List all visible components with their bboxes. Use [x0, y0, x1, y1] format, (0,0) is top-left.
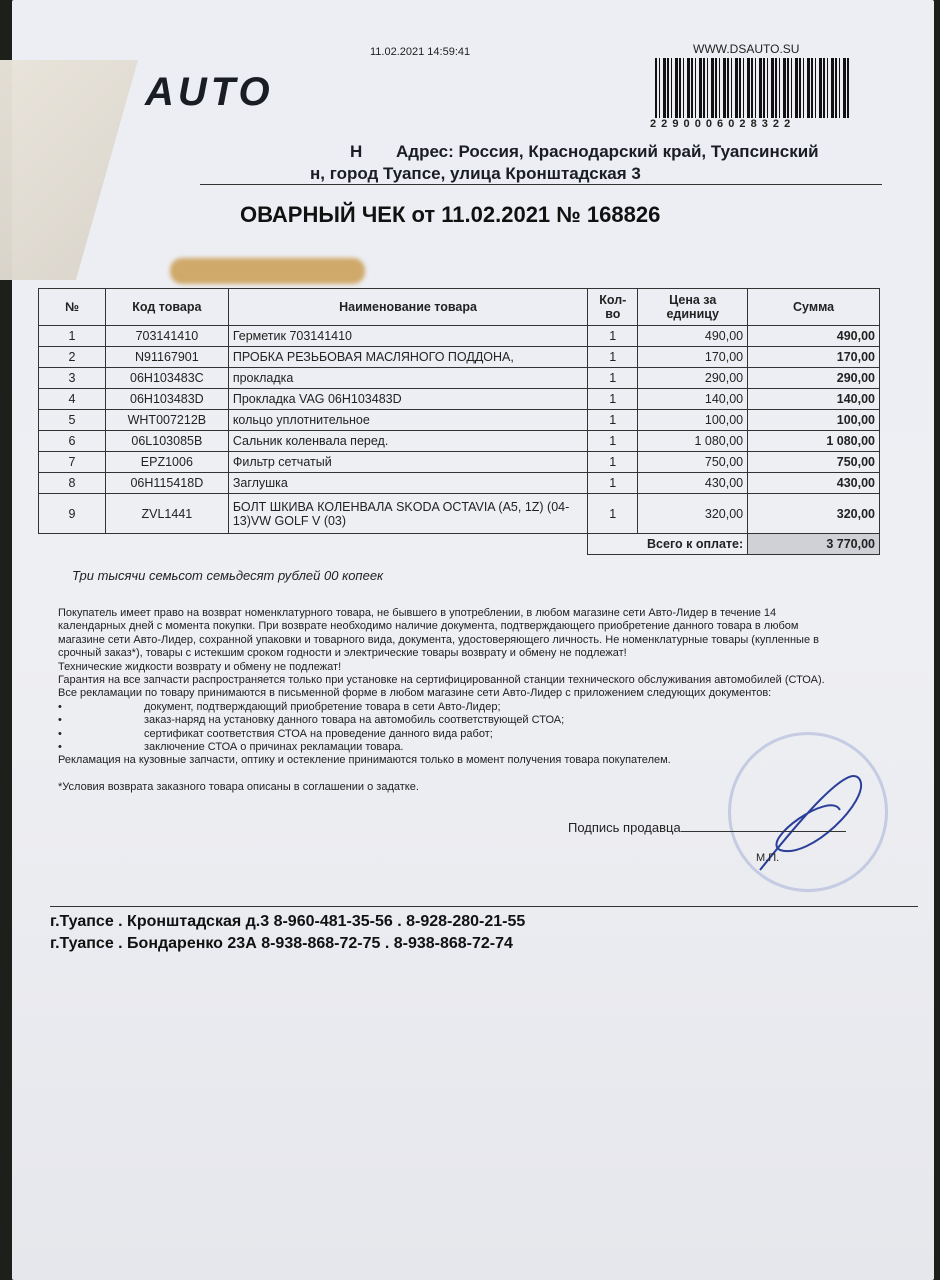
table-row	[39, 473, 880, 494]
table-cell: N91167901	[105, 347, 228, 368]
bullet-text: заключение СТОА о причинах рекламации товара.	[144, 741, 404, 754]
table-cell: 170,00	[638, 347, 748, 368]
table-cell: 06H115418D	[105, 473, 228, 494]
header-divider	[200, 184, 882, 185]
table-cell: 8	[39, 473, 106, 494]
table-cell: 140,00	[638, 389, 748, 410]
table-row	[39, 389, 880, 410]
total-value: 3 770,00	[748, 534, 880, 555]
terms-return: Покупатель имеет право на возврат номенклатурного товара, не бывшего в употреблении, в любом магазине сети Авто-Лидер в течение 14 календарных дней с момента покупки. При возврате необходимо наличие документа, подтверждающего приобретение данного товара в любом магазине сети Авто-Лидер, сохранной упаковки и товарного вида, документа, удостоверяющего личность. Не номенклатурные товары (купленные в срочный заказ*), товары с истекшим сроком годности и электрические товары возврату и обмену не подлежат!	[58, 607, 819, 660]
footer-line-1: г.Туапсе . Кронштадская д.3 8-960-481-35-56 . 8-928-280-21-55	[50, 913, 526, 930]
table-cell: 170,00	[748, 347, 880, 368]
terms-bullet: • сертификат соответствия СТОА на проведение данного вида работ;	[58, 727, 493, 740]
items-table	[38, 288, 880, 555]
table-row	[39, 452, 880, 473]
table-cell: 490,00	[748, 326, 880, 347]
terms-bullet: • заказ-наряд на установку данного товара на автомобиль соответствующей СТОА;	[58, 714, 565, 727]
stamp-label: М.П.	[756, 852, 780, 864]
table-cell: прокладка	[228, 368, 587, 389]
table-cell: 1	[588, 347, 638, 368]
table-cell: 320,00	[748, 494, 880, 534]
column-header: Код товара	[105, 289, 228, 326]
table-cell: 703141410	[105, 326, 228, 347]
table-row	[39, 326, 880, 347]
table-row	[39, 347, 880, 368]
table-cell: 1 080,00	[638, 431, 748, 452]
table-cell: 7	[39, 452, 106, 473]
bullet-text: заказ-наряд на установку данного товара на автомобиль соответствующей СТОА;	[144, 714, 565, 727]
receipt-title: ОВАРНЫЙ ЧЕК от 11.02.2021 № 168826	[240, 202, 661, 227]
barcode	[655, 58, 851, 118]
table-cell: 140,00	[748, 389, 880, 410]
dsauto-logo: AUTO	[145, 70, 274, 114]
table-cell: ZVL1441	[105, 494, 228, 534]
column-header: №	[39, 289, 106, 326]
table-cell: 1	[588, 494, 638, 534]
amount-in-words: Три тысячи семьсот семьдесят рублей 00 копеек	[72, 568, 384, 583]
table-cell: 100,00	[638, 410, 748, 431]
table-row	[39, 494, 880, 534]
terms-bullet: • заключение СТОА о причинах рекламации товара.	[58, 741, 404, 754]
terms-warranty: Гарантия на все запчасти распространяется только при установке на сертифицированной станции технического обслуживания автомобилей (СТОА). Все рекламации по товару принимаются в письменной форме в любом магазине сети Авто-Лидер с приложением следующих документов:	[58, 674, 825, 700]
table-row	[39, 410, 880, 431]
table-row	[39, 368, 880, 389]
table-cell: Сальник коленвала перед.	[228, 431, 587, 452]
table-cell: 1	[588, 473, 638, 494]
table-cell: 1	[588, 431, 638, 452]
column-header: Наименование товара	[228, 289, 587, 326]
table-cell: Герметик 703141410	[228, 326, 587, 347]
table-cell: 1	[588, 368, 638, 389]
column-header: Сумма	[748, 289, 880, 326]
table-cell: EPZ1006	[105, 452, 228, 473]
column-header: Цена за единицу	[638, 289, 748, 326]
total-label: Всего к оплате:	[588, 534, 748, 555]
table-cell: 750,00	[638, 452, 748, 473]
footer-divider	[50, 906, 918, 907]
table-cell: 320,00	[638, 494, 748, 534]
table-cell: 1	[588, 389, 638, 410]
signature-label	[568, 820, 846, 835]
terms-fluids: Технические жидкости возврату и обмену не подлежат!	[58, 660, 342, 673]
table-cell: 1	[39, 326, 106, 347]
table-cell: 6	[39, 431, 106, 452]
table-cell: 430,00	[748, 473, 880, 494]
bullet-text: сертификат соответствия СТОА на проведение данного вида работ;	[144, 727, 493, 740]
receipt-datetime: 11.02.2021 14:59:41	[370, 46, 471, 58]
table-header-row	[39, 289, 880, 326]
table-cell: ПРОБКА РЕЗЬБОВАЯ МАСЛЯНОГО ПОДДОНА,	[228, 347, 587, 368]
table-cell: 06H103483D	[105, 389, 228, 410]
table-cell: 3	[39, 368, 106, 389]
address-line-1: Адрес: Россия, Краснодарский край, Туапсинский	[396, 142, 819, 161]
table-cell: кольцо уплотнительное	[228, 410, 587, 431]
table-cell: 1	[588, 410, 638, 431]
table-cell: Фильтр сетчатый	[228, 452, 587, 473]
table-cell: 750,00	[748, 452, 880, 473]
bullet-text: документ, подтверждающий приобретение товара в сети Авто-Лидер;	[144, 700, 501, 713]
table-cell: 2	[39, 347, 106, 368]
table-cell: 100,00	[748, 410, 880, 431]
table-cell: 1	[588, 326, 638, 347]
table-cell: WHT007212B	[105, 410, 228, 431]
terms-note: *Условия возврата заказного товара описаны в соглашении о задатке.	[58, 780, 419, 793]
table-cell: 5	[39, 410, 106, 431]
table-cell: 290,00	[638, 368, 748, 389]
table-cell: 4	[39, 389, 106, 410]
terms-text	[58, 607, 838, 794]
table-cell: БОЛТ ШКИВА КОЛЕНВАЛА SKODA OCTAVIA (A5, 1Z) (04-13)VW GOLF V (03)	[228, 494, 587, 534]
table-cell: 1	[588, 452, 638, 473]
website: WWW.DSAUTO.SU	[693, 42, 800, 56]
barcode-number: 2 2 9 0 0 0 6 0 2 8 3 2 2	[650, 118, 792, 130]
table-cell: 06L103085B	[105, 431, 228, 452]
footer-line-2: г.Туапсе . Бондаренко 23А 8-938-868-72-75 . 8-938-868-72-74	[50, 935, 513, 952]
redacted-area	[170, 258, 365, 284]
terms-bullet: • документ, подтверждающий приобретение товара в сети Авто-Лидер;	[58, 700, 501, 713]
table-cell: 490,00	[638, 326, 748, 347]
total-row	[39, 534, 880, 555]
table-cell: 06H103483C	[105, 368, 228, 389]
table-cell: 430,00	[638, 473, 748, 494]
address-fragment: Н	[350, 142, 363, 161]
table-cell: 290,00	[748, 368, 880, 389]
terms-body-parts: Рекламация на кузовные запчасти, оптику и остекление принимаются только в момент получения товара покупателем.	[58, 754, 671, 767]
signature-label-text: Подпись продавца	[568, 820, 681, 835]
table-row	[39, 431, 880, 452]
address-line-2: н, город Туапсе, улица Кронштадская 3	[310, 164, 641, 183]
table-cell: Прокладка VAG 06H103483D	[228, 389, 587, 410]
table-cell: Заглушка	[228, 473, 587, 494]
column-header: Кол-во	[588, 289, 638, 326]
table-cell: 1 080,00	[748, 431, 880, 452]
table-cell: 9	[39, 494, 106, 534]
